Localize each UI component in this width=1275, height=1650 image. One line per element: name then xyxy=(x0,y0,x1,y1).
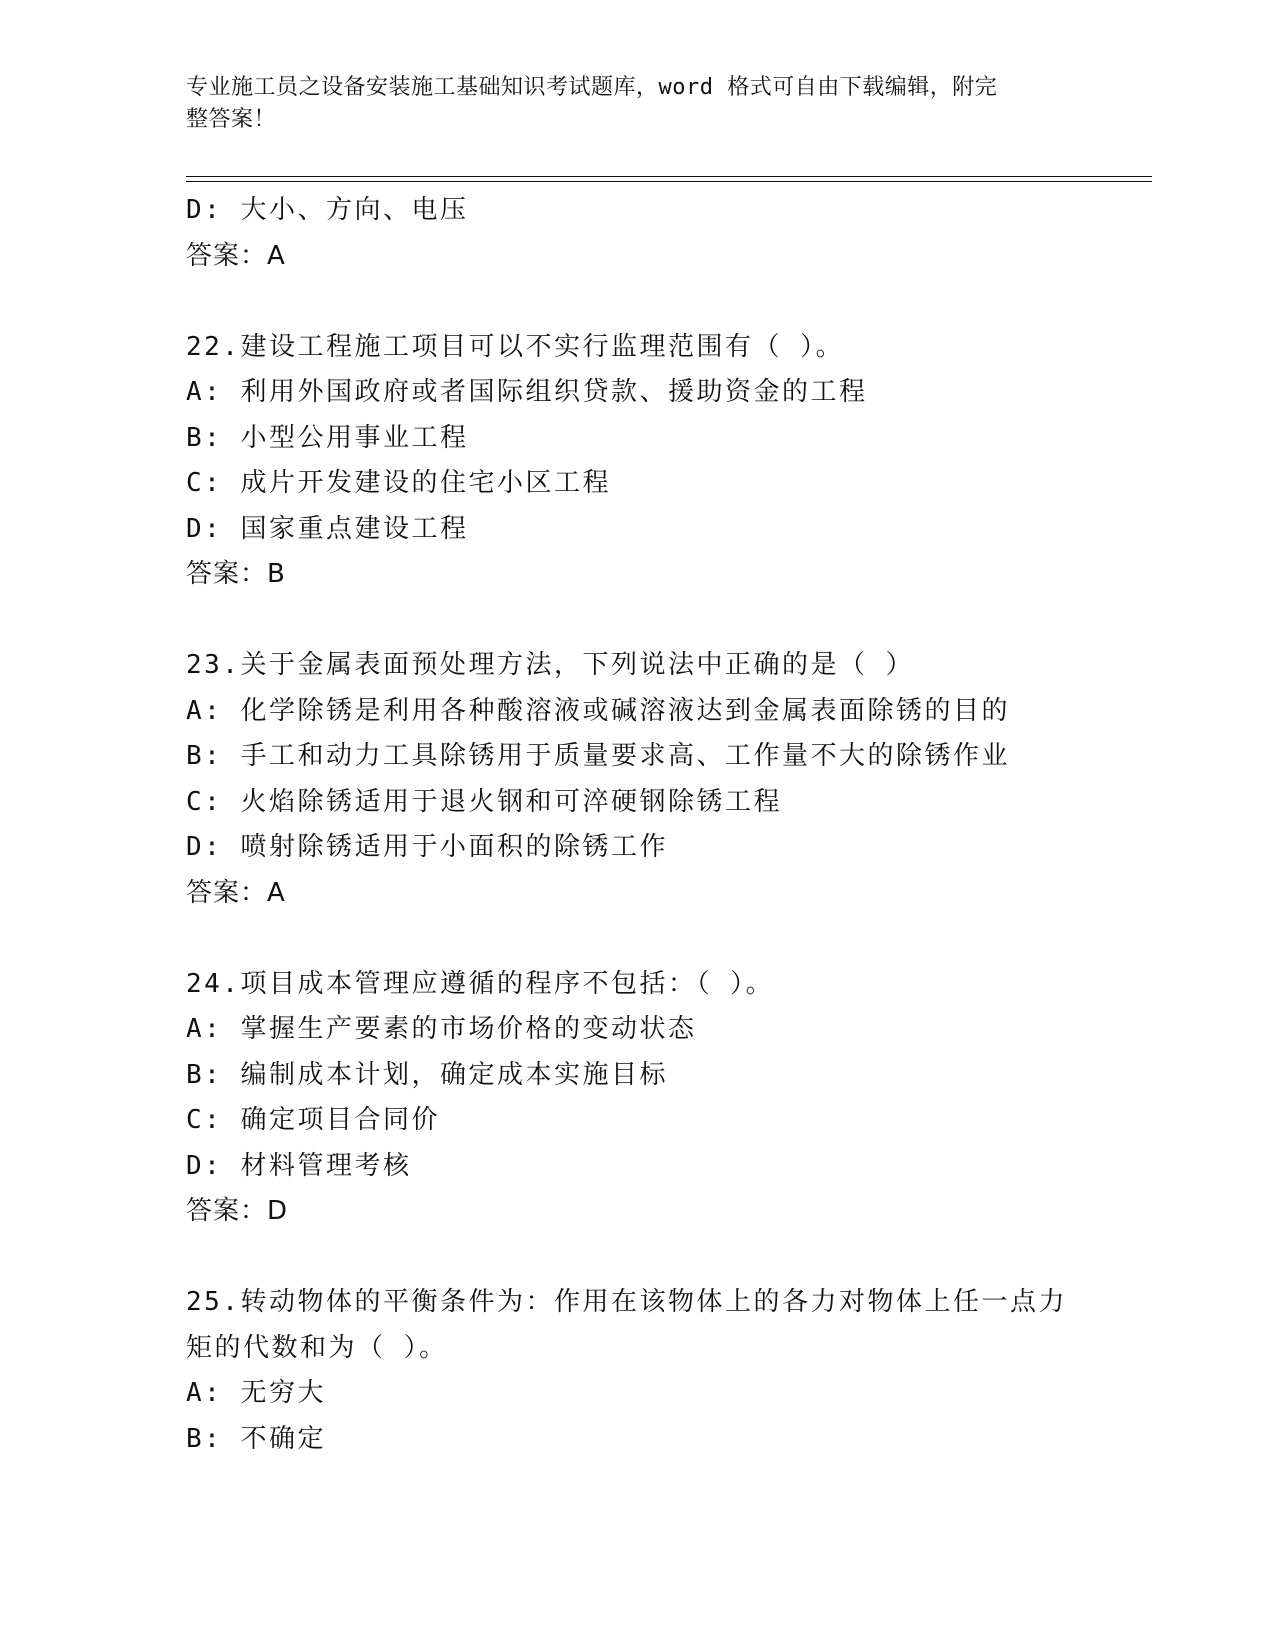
option-b: B: 编制成本计划，确定成本实施目标 xyxy=(186,1059,668,1090)
answer-line: 答案：B xyxy=(186,559,286,589)
question-text-line-1: 25.转动物体的平衡条件为：作用在该物体上的各力对物体上任一点力 xyxy=(186,1287,1067,1317)
option-c: C: 成片开发建设的住宅小区工程 xyxy=(186,468,611,498)
question-block-24 xyxy=(186,962,1086,1235)
question-text-line-2: 矩的代数和为（ ）。 xyxy=(186,1332,448,1363)
option-a: A: 无穷大 xyxy=(186,1378,326,1408)
header-text-line-2: 整答案！ xyxy=(186,107,277,132)
header-divider-bottom xyxy=(186,181,1152,182)
option-a: A: 化学除锈是利用各种酸溶液或碱溶液达到金属表面除锈的目的 xyxy=(186,695,1010,726)
answer-line: 答案：D xyxy=(186,1196,289,1226)
option-d: D: 国家重点建设工程 xyxy=(186,513,469,544)
option-b: B: 手工和动力工具除锈用于质量要求高、工作量不大的除锈作业 xyxy=(186,741,1010,771)
option-d: D: 大小、方向、电压 xyxy=(186,195,469,225)
header-text-line-1: 专业施工员之设备安装施工基础知识考试题库，word 格式可自由下载编辑，附完 xyxy=(186,75,998,100)
question-text: 23.关于金属表面预处理方法，下列说法中正确的是（ ） xyxy=(186,650,915,680)
header-divider-top xyxy=(186,176,1152,177)
option-c: C: 确定项目合同价 xyxy=(186,1105,440,1135)
answer-line: 答案：A xyxy=(186,877,286,908)
question-text: 24.项目成本管理应遵循的程序不包括：（ ）。 xyxy=(186,968,775,999)
question-block-22 xyxy=(186,325,1086,598)
option-a: A: 掌握生产要素的市场价格的变动状态 xyxy=(186,1014,697,1044)
option-c: C: 火焰除锈适用于退火钢和可淬硬钢除锈工程 xyxy=(186,786,782,817)
option-a: A: 利用外国政府或者国际组织贷款、援助资金的工程 xyxy=(186,377,868,407)
spacer xyxy=(186,598,1086,644)
spacer xyxy=(186,1235,1086,1281)
spacer xyxy=(186,279,1086,325)
answer-line: 答案：A xyxy=(186,240,286,271)
option-b: B: 小型公用事业工程 xyxy=(186,422,469,453)
option-d: D: 材料管理考核 xyxy=(186,1150,412,1181)
option-d: D: 喷射除锈适用于小面积的除锈工作 xyxy=(186,832,668,862)
document-header xyxy=(186,72,1086,136)
question-block-25 xyxy=(186,1280,1086,1462)
question-block-23 xyxy=(186,643,1086,916)
question-list xyxy=(186,188,1086,1462)
spacer xyxy=(186,916,1086,962)
question-text: 22.建设工程施工项目可以不实行监理范围有（ ）。 xyxy=(186,331,845,362)
option-b: B: 不确定 xyxy=(186,1423,326,1454)
question-block-21 xyxy=(186,188,1086,279)
